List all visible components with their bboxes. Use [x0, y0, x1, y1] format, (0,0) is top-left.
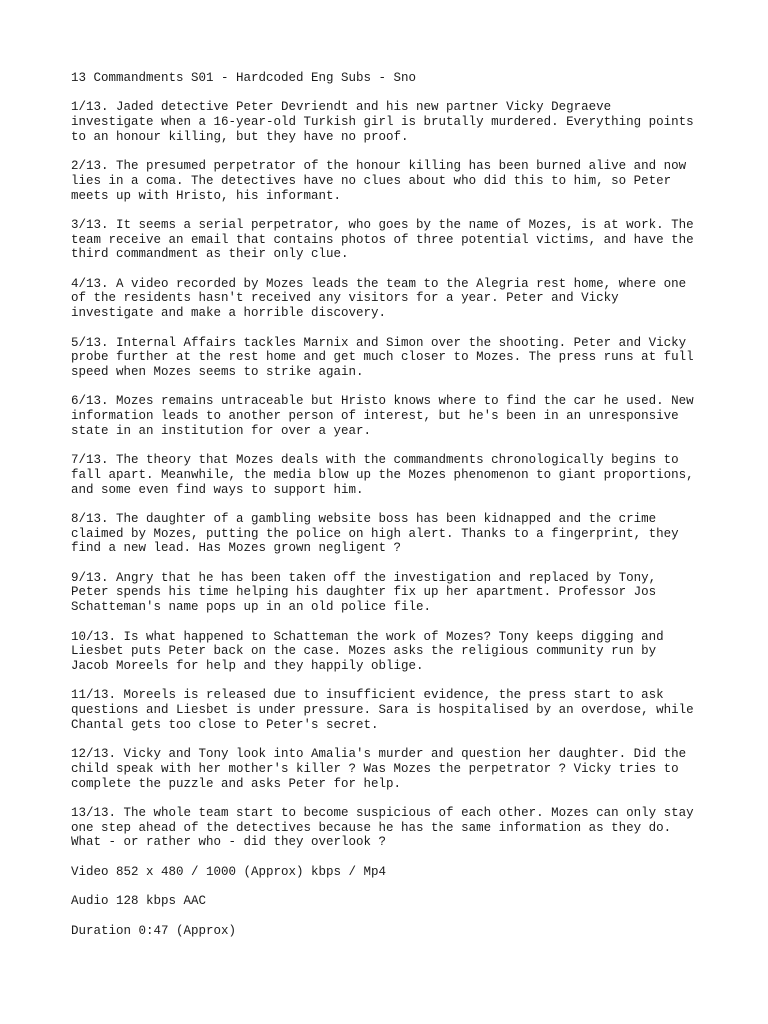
episode-summary-6: 6/13. Mozes remains untraceable but Hristo knows where to find the car he used. New information leads to another person of interest, but he's been in an unresponsive state in an institution for over a year.	[71, 394, 694, 438]
duration-info: Duration 0:47 (Approx)	[71, 923, 237, 938]
episode-summary-3: 3/13. It seems a serial perpetrator, who goes by the name of Mozes, is at work. The team receive an email that contains photos of three potential victims, and have the third commandment as their only clue.	[71, 217, 694, 262]
episode-summary-13: 13/13. The whole team start to become suspicious of each other. Mozes can only stay one step ahead of the detectives because he has the same information as they do. What - or rather who - did they overlook ?	[71, 805, 694, 850]
document-page	[71, 71, 711, 953]
audio-info: Audio 128 kbps AAC	[71, 894, 207, 909]
episode-summary-12: 12/13. Vicky and Tony look into Amalia's murder and question her daughter. Did the child speak with her mother's killer ? Was Mozes the perpetrator ? Vicky tries to complete the puzzle and asks Peter for help.	[71, 747, 687, 791]
episode-summary-9: 9/13. Angry that he has been taken off the investigation and replaced by Tony, Peter spends his time helping his daughter fix up her apartment. Professor Jos Schatteman's name pops up in an old police file.	[71, 570, 657, 615]
episode-summary-11: 11/13. Moreels is released due to insufficient evidence, the press start to ask questions and Liesbet is under pressure. Sara is hospitalised by an overdose, while Chantal gets too close to Peter's secret.	[71, 688, 694, 732]
episode-summary-8: 8/13. The daughter of a gambling website boss has been kidnapped and the crime claimed by Mozes, putting the police on high alert. Thanks to a fingerprint, they find a new lead. Has Mozes grown negligent ?	[71, 511, 679, 556]
document-title: 13 Commandments S01 - Hardcoded Eng Subs - Sno	[71, 71, 417, 85]
episode-summary-10: 10/13. Is what happened to Schatteman the work of Mozes? Tony keeps digging and Liesbet puts Peter back on the case. Mozes asks the religious community run by Jacob Moreels for help and they happily oblige.	[71, 629, 664, 673]
episode-summary-4: 4/13. A video recorded by Mozes leads the team to the Alegria rest home, where one of the residents hasn't received any visitors for a year. Peter and Vicky investigate and make a horrible discovery.	[71, 276, 687, 321]
episode-summary-7: 7/13. The theory that Mozes deals with the commandments chronologically begins to fall apart. Meanwhile, the media blow up the Mozes phenomenon to giant proportions, and some even find ways to support him.	[71, 453, 694, 497]
episode-summary-2: 2/13. The presumed perpetrator of the honour killing has been burned alive and now lies in a coma. The detectives have no clues about who did this to him, so Peter meets up with Hristo, his informant.	[71, 159, 687, 203]
video-info: Video 852 x 480 / 1000 (Approx) kbps / Mp4	[71, 864, 387, 879]
episode-summary-5: 5/13. Internal Affairs tackles Marnix and Simon over the shooting. Peter and Vicky probe further at the rest home and get much closer to Mozes. The press runs at full speed when Mozes seems to strike again.	[71, 335, 694, 379]
episode-summary-1: 1/13. Jaded detective Peter Devriendt and his new partner Vicky Degraeve investigate when a 16-year-old Turkish girl is brutally murdered. Everything points to an honour killing, but they have no proof.	[71, 100, 694, 144]
